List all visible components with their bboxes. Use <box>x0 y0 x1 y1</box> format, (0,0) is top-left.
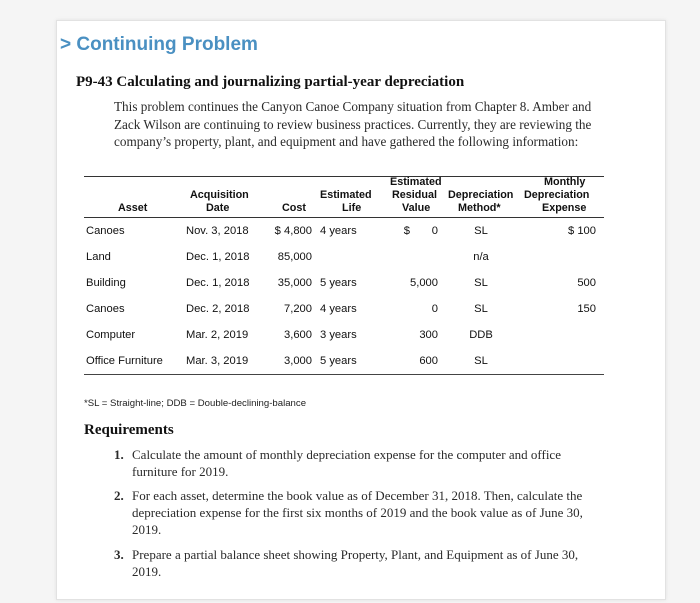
table-row <box>84 322 604 348</box>
table-body <box>84 218 604 374</box>
requirement-1 <box>114 446 594 480</box>
asset-table <box>84 176 604 375</box>
table-row <box>84 296 604 322</box>
requirement-text: For each asset, determine the book value as of December 31, 2018. Then, calculate the depreciation expense for the first six months of 2019 and the book value as of June 30, 2019. <box>132 488 583 537</box>
cell-method: n/a <box>473 251 489 263</box>
cell-expense: 150 <box>577 303 596 315</box>
requirement-3 <box>114 546 594 580</box>
requirement-text: Calculate the amount of monthly depreciation expense for the computer and office furniture for 2019. <box>132 447 561 479</box>
cell-cost: 3,000 <box>284 355 312 367</box>
cell-asset: Office Furniture <box>86 355 163 367</box>
header-date-line2: Date <box>206 202 230 214</box>
requirement-number: 1. <box>114 447 124 462</box>
cell-asset: Canoes <box>86 225 125 237</box>
cell-method: SL <box>474 355 488 367</box>
header-expense-line1: Depreciation <box>524 189 590 201</box>
cell-cost: 85,000 <box>277 251 312 263</box>
cell-cost: $ 4,800 <box>274 225 312 237</box>
requirements-title: Requirements <box>84 422 174 438</box>
header-cost: Cost <box>282 202 306 214</box>
table-row <box>84 218 604 244</box>
header-expense-line2: Expense <box>542 202 587 214</box>
cell-asset: Canoes <box>86 303 125 315</box>
header-method-line2: Method* <box>458 202 501 214</box>
cell-asset: Land <box>86 251 111 263</box>
cell-method: DDB <box>469 329 493 341</box>
cell-method: SL <box>474 225 488 237</box>
requirement-number: 3. <box>114 547 124 562</box>
cell-life: 3 years <box>320 329 357 341</box>
header-expense-line0: Monthly <box>544 176 586 188</box>
requirement-2 <box>114 487 594 538</box>
cell-life: 4 years <box>320 225 357 237</box>
cell-residual: $ 0 <box>403 225 438 237</box>
cell-date: Dec. 1, 2018 <box>186 277 250 289</box>
cell-date: Dec. 1, 2018 <box>186 251 250 263</box>
section-heading: > Continuing Problem <box>60 34 258 55</box>
header-method-line1: Depreciation <box>448 189 514 201</box>
problem-intro: This problem continues the Canyon Canoe Company situation from Chapter 8. Amber and Zack Wilson are continuing to review business practices. Currently, they are reviewing the company’s property, plant, and equipment and have gathered the following information: <box>114 99 592 149</box>
cell-life: 4 years <box>320 303 357 315</box>
cell-date: Dec. 2, 2018 <box>186 303 250 315</box>
cell-cost: 35,000 <box>277 277 312 289</box>
cell-asset: Computer <box>86 329 136 341</box>
table-footnote: *SL = Straight-line; DDB = Double-declining-balance <box>84 398 307 409</box>
cell-life: 5 years <box>320 277 357 289</box>
cell-cost: 7,200 <box>284 303 312 315</box>
cell-residual: 300 <box>419 329 438 341</box>
table-row <box>84 348 604 374</box>
cell-date: Mar. 3, 2019 <box>186 355 249 367</box>
requirement-text: Prepare a partial balance sheet showing Property, Plant, and Equipment as of June 30, 2019. <box>132 547 579 579</box>
cell-date: Mar. 2, 2019 <box>186 329 249 341</box>
cell-date: Nov. 3, 2018 <box>186 225 249 237</box>
table-row <box>84 244 604 270</box>
cell-residual: 0 <box>431 303 438 315</box>
header-life-line1: Estimated <box>320 189 372 201</box>
requirement-number: 2. <box>114 488 124 503</box>
table-row <box>84 270 604 296</box>
cell-expense: 500 <box>577 277 596 289</box>
cell-cost: 3,600 <box>284 329 312 341</box>
cell-residual: 5,000 <box>410 277 438 289</box>
table-bottom-rule <box>84 374 604 375</box>
header-life-line2: Life <box>342 202 362 214</box>
cell-method: SL <box>474 277 488 289</box>
cell-residual: 600 <box>419 355 438 367</box>
cell-asset: Building <box>86 277 126 289</box>
header-residual-line0: Estimated <box>390 176 442 188</box>
header-asset: Asset <box>118 202 148 214</box>
cell-method: SL <box>474 303 488 315</box>
header-residual-line1: Residual <box>392 189 438 201</box>
cell-expense: $ 100 <box>568 225 596 237</box>
header-residual-line2: Value <box>402 202 431 214</box>
problem-title: P9-43 Calculating and journalizing partial-year depreciation <box>76 74 465 90</box>
cell-life: 5 years <box>320 355 357 367</box>
table-header <box>84 177 604 215</box>
header-date-line1: Acquisition <box>190 189 249 201</box>
